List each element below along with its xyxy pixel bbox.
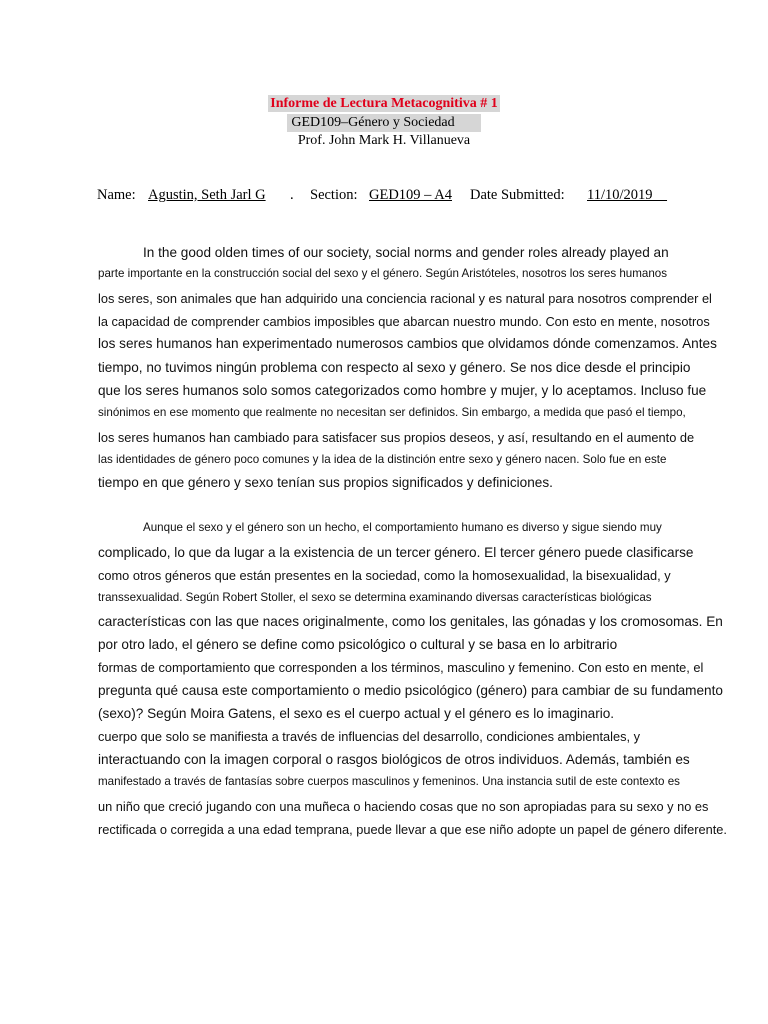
paragraph-line: por otro lado, el género se define como psicológico o cultural y se basa en lo arbitrario: [98, 637, 618, 652]
paragraph-line: características con las que naces originalmente, como los genitales, las gónadas y los cromosomas. En: [98, 614, 723, 629]
paragraph-line: la capacidad de comprender cambios imposibles que abarcan nuestro mundo. Con esto en mente, nosotros: [98, 314, 710, 329]
name-value: Agustin, Seth Jarl G: [148, 187, 266, 203]
section-label: Section:: [310, 187, 358, 203]
paragraph-line: como otros géneros que están presentes en la sociedad, como la homosexualidad, la bisexualidad, y: [98, 568, 671, 583]
date-value: 11/10/2019: [587, 187, 668, 203]
course-line: [0, 114, 768, 132]
paragraph-line: tiempo, no tuvimos ningún problema con respecto al sexo y género. Se nos dice desde el principio: [98, 360, 691, 375]
section-value: GED109 – A4: [369, 187, 452, 203]
paragraph-line: que los seres humanos solo somos categorizados como hombre y mujer, y lo aceptamos. Incluso fue: [98, 383, 707, 398]
professor-name: Prof. John Mark H. Villanueva: [297, 133, 471, 148]
paragraph-line: pregunta qué causa este comportamiento o medio psicológico (género) para cambiar de su fundamento: [98, 683, 723, 698]
report-title: Informe de Lectura Metacognitiva # 1: [270, 96, 498, 111]
name-label: Name:: [97, 187, 136, 203]
paragraph-line: cuerpo que solo se manifiesta a través de influencias del desarrollo, condiciones ambientales, y: [98, 729, 641, 744]
paragraph-line: In the good olden times of our society, social norms and gender roles already played an: [143, 245, 669, 260]
paragraph-line: complicado, lo que da lugar a la existencia de un tercer género. El tercer género puede clasificarse: [98, 545, 694, 560]
professor-line: [0, 132, 768, 150]
paragraph-line: las identidades de género poco comunes y la idea de la distinción entre sexo y género nacen. Solo fue en este: [98, 453, 667, 466]
paragraph-line: interactuando con la imagen corporal o rasgos biológicos de otros individuos. Además, también es: [98, 752, 690, 767]
paragraph-line: tiempo en que género y sexo tenían sus propios significados y definiciones.: [98, 475, 553, 490]
paragraph-line: Aunque el sexo y el género son un hecho, el comportamiento humano es diverso y sigue siendo muy: [143, 521, 662, 534]
course-title: GED109–Género y Sociedad: [287, 114, 480, 132]
paragraph-line: transsexualidad. Según Robert Stoller, el sexo se determina examinando diversas características biológicas: [98, 591, 652, 604]
paragraph-line: (sexo)? Según Moira Gatens, el sexo es el cuerpo actual y el género es lo imaginario.: [98, 706, 615, 721]
paragraph-line: sinónimos en ese momento que realmente no necesitan ser definidos. Sin embargo, a medida que pasó el tiempo,: [98, 406, 686, 419]
paragraph-line: rectificada o corregida a una edad temprana, puede llevar a que ese niño adopte un papel de género diferente.: [98, 822, 727, 837]
name-dot: .: [290, 187, 294, 203]
paragraph-line: los seres humanos han experimentado numerosos cambios que olvidamos dónde comenzamos. Antes: [98, 336, 717, 351]
student-info-line: [97, 187, 737, 207]
paragraph-line: formas de comportamiento que corresponden a los términos, masculino y femenino. Con esto en mente, el: [98, 660, 704, 675]
paragraph-line: manifestado a través de fantasías sobre cuerpos masculinos y femeninos. Una instancia sutil de este contexto es: [98, 775, 680, 788]
paragraph-line: un niño que creció jugando con una muñeca o haciendo cosas que no son apropiadas para su sexo y no es: [98, 799, 709, 814]
date-label: Date Submitted:: [470, 187, 565, 203]
paragraph-line: los seres, son animales que han adquirido una conciencia racional y es natural para nosotros comprender el: [98, 291, 712, 306]
paragraph-line: parte importante en la construcción social del sexo y el género. Según Aristóteles, nosotros los seres humanos: [98, 267, 668, 280]
report-title-line: [0, 95, 768, 113]
paragraph-line: los seres humanos han cambiado para satisfacer sus propios deseos, y así, resultando en el aumento de: [98, 430, 695, 445]
